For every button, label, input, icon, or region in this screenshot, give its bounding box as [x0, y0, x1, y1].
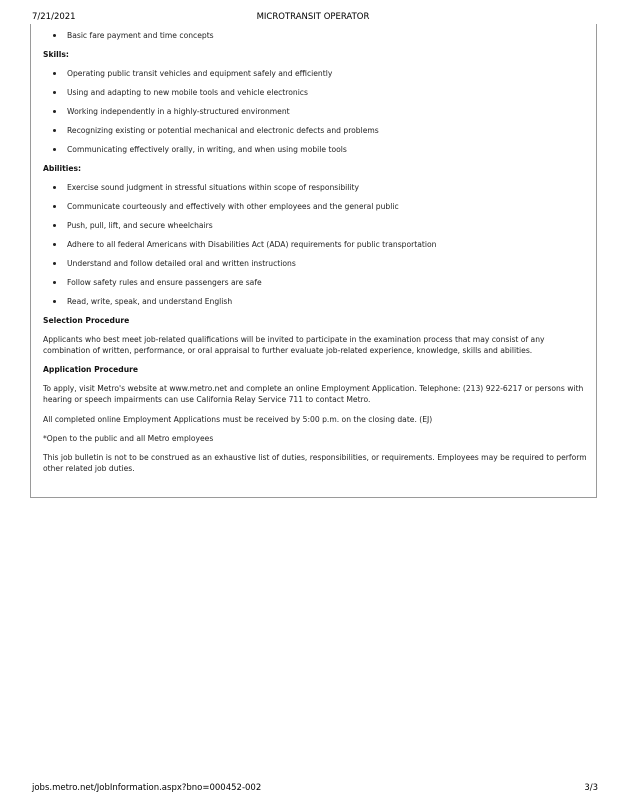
skills-heading: Skills: — [43, 50, 69, 59]
list-item: Operating public transit vehicles and equipment safely and efficiently — [43, 68, 588, 87]
bullet-icon — [53, 224, 56, 227]
job-bulletin-panel — [30, 24, 597, 498]
bullet-icon — [53, 91, 56, 94]
bullet-icon — [53, 110, 56, 113]
job-bulletin-content — [43, 24, 588, 474]
list-item: Communicate courteously and effectively with other employees and the general public — [43, 201, 588, 220]
list-item: Read, write, speak, and understand English — [43, 296, 588, 315]
skills-list — [43, 68, 588, 163]
application-procedure-heading: Application Procedure — [43, 365, 138, 374]
list-item: Understand and follow detailed oral and written instructions — [43, 258, 588, 277]
bullet-icon — [53, 72, 56, 75]
list-item: Exercise sound judgment in stressful situations within scope of responsibility — [43, 182, 588, 201]
print-date: 7/21/2021 — [32, 12, 76, 22]
list-item: Using and adapting to new mobile tools and vehicle electronics — [43, 87, 588, 106]
page-title: MICROTRANSIT OPERATOR — [256, 12, 370, 22]
knowledge-list — [43, 30, 588, 49]
bullet-icon — [53, 300, 56, 303]
bullet-icon — [53, 205, 56, 208]
bullet-icon — [53, 186, 56, 189]
list-item: Communicating effectively orally, in writing, and when using mobile tools — [43, 144, 588, 163]
page-url: jobs.metro.net/JobInformation.aspx?bno=000452-002 — [32, 783, 262, 793]
bullet-icon — [53, 129, 56, 132]
bullet-icon — [53, 148, 56, 151]
selection-procedure-heading: Selection Procedure — [43, 316, 130, 325]
list-item: Push, pull, lift, and secure wheelchairs — [43, 220, 588, 239]
bullet-icon — [53, 243, 56, 246]
list-item: Basic fare payment and time concepts — [43, 30, 588, 49]
application-procedure-text: To apply, visit Metro's website at www.metro.net and complete an online Employment Application. Telephone: (213) 922-6217 or persons with hearing or speech impairments can use California Relay Service 711 to contact Metro. — [43, 384, 584, 404]
list-item: Recognizing existing or potential mechanical and electronic defects and problems — [43, 125, 588, 144]
bullet-icon — [53, 281, 56, 284]
open-to-note: *Open to the public and all Metro employees — [43, 434, 214, 443]
abilities-heading: Abilities: — [43, 164, 82, 173]
list-item: Adhere to all federal Americans with Disabilities Act (ADA) requirements for public transportation — [43, 239, 588, 258]
abilities-list — [43, 182, 588, 315]
list-item: Working independently in a highly-structured environment — [43, 106, 588, 125]
disclaimer-text: This job bulletin is not to be construed as an exhaustive list of duties, responsibilities, or requirements. Employees may be required to perform other related job duties. — [43, 453, 587, 473]
bullet-icon — [53, 34, 56, 37]
page-number: 3/3 — [584, 783, 598, 793]
application-deadline: All completed online Employment Applications must be received by 5:00 p.m. on the closing date. (EJ) — [43, 415, 433, 424]
selection-procedure-text: Applicants who best meet job-related qualifications will be invited to participate in the examination process that may consist of any combination of written, performance, or oral appraisal to further evaluate job-related experience, knowledge, skills and abilities. — [43, 335, 545, 355]
bullet-icon — [53, 262, 56, 265]
list-item: Follow safety rules and ensure passengers are safe — [43, 277, 588, 296]
